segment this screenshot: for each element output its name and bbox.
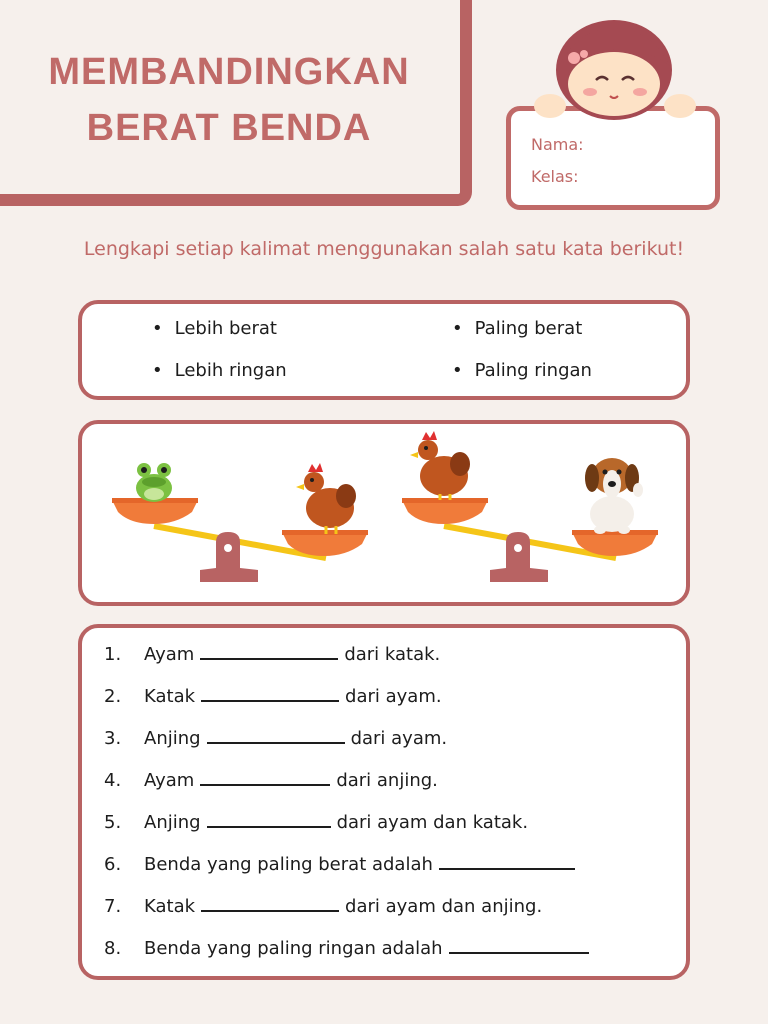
- title-line-2: BERAT BENDA: [86, 107, 372, 149]
- question-number: 6.: [104, 854, 122, 875]
- question-text-before: Benda yang paling berat adalah: [144, 854, 433, 875]
- title-line-1: MEMBANDINGKAN: [48, 51, 410, 93]
- question-7: [104, 896, 542, 917]
- question-5: [104, 812, 528, 833]
- question-number: 4.: [104, 770, 122, 791]
- dog-icon: [585, 458, 643, 534]
- question-4: [104, 770, 438, 791]
- question-3: [104, 728, 447, 749]
- question-text-after: dari ayam dan katak.: [336, 812, 529, 833]
- question-number: 5.: [104, 812, 122, 833]
- question-text-before: Katak: [144, 686, 196, 707]
- question-number: 8.: [104, 938, 122, 959]
- answer-blank[interactable]: [200, 783, 330, 786]
- question-2: [104, 686, 442, 707]
- question-number: 1.: [104, 644, 122, 665]
- girl-mascot-icon: [530, 14, 700, 124]
- chicken-icon: [296, 463, 356, 534]
- question-text-before: Ayam: [144, 770, 195, 791]
- answer-blank[interactable]: [449, 951, 589, 954]
- question-text-before: Katak: [144, 896, 196, 917]
- question-number: 2.: [104, 686, 122, 707]
- word-bank-item: • Lebih ringan: [152, 360, 287, 381]
- scales-illustration: [78, 420, 690, 606]
- question-text-before: Anjing: [144, 812, 201, 833]
- word-bank-item: • Paling berat: [452, 318, 582, 339]
- name-label: Nama:: [531, 135, 584, 154]
- word-bank-item: • Paling ringan: [452, 360, 592, 381]
- answer-blank[interactable]: [201, 699, 339, 702]
- word-bank: [78, 300, 690, 400]
- class-label: Kelas:: [531, 167, 579, 186]
- question-text-after: dari anjing.: [336, 770, 438, 791]
- answer-blank[interactable]: [207, 741, 345, 744]
- question-list: [78, 624, 690, 980]
- word-bank-item: • Lebih berat: [152, 318, 277, 339]
- instruction-text: Lengkapi setiap kalimat menggunakan salah satu kata berikut!: [83, 238, 685, 260]
- question-number: 3.: [104, 728, 122, 749]
- question-text-before: Anjing: [144, 728, 201, 749]
- chicken-icon: [410, 431, 470, 500]
- question-text-before: Benda yang paling ringan adalah: [144, 938, 443, 959]
- question-text-after: dari ayam.: [350, 728, 448, 749]
- answer-blank[interactable]: [200, 657, 338, 660]
- question-number: 7.: [104, 896, 122, 917]
- answer-blank[interactable]: [201, 909, 339, 912]
- question-text-after: dari katak.: [344, 644, 441, 665]
- question-6: [104, 854, 581, 875]
- page-title: [0, 44, 458, 156]
- question-text-after: dari ayam.: [345, 686, 442, 707]
- question-text-after: dari ayam dan anjing.: [345, 896, 543, 917]
- question-8: [104, 938, 595, 959]
- question-text-before: Ayam: [144, 644, 195, 665]
- answer-blank[interactable]: [207, 825, 331, 828]
- answer-blank[interactable]: [439, 867, 575, 870]
- question-1: [104, 644, 440, 665]
- frog-icon: [136, 463, 172, 502]
